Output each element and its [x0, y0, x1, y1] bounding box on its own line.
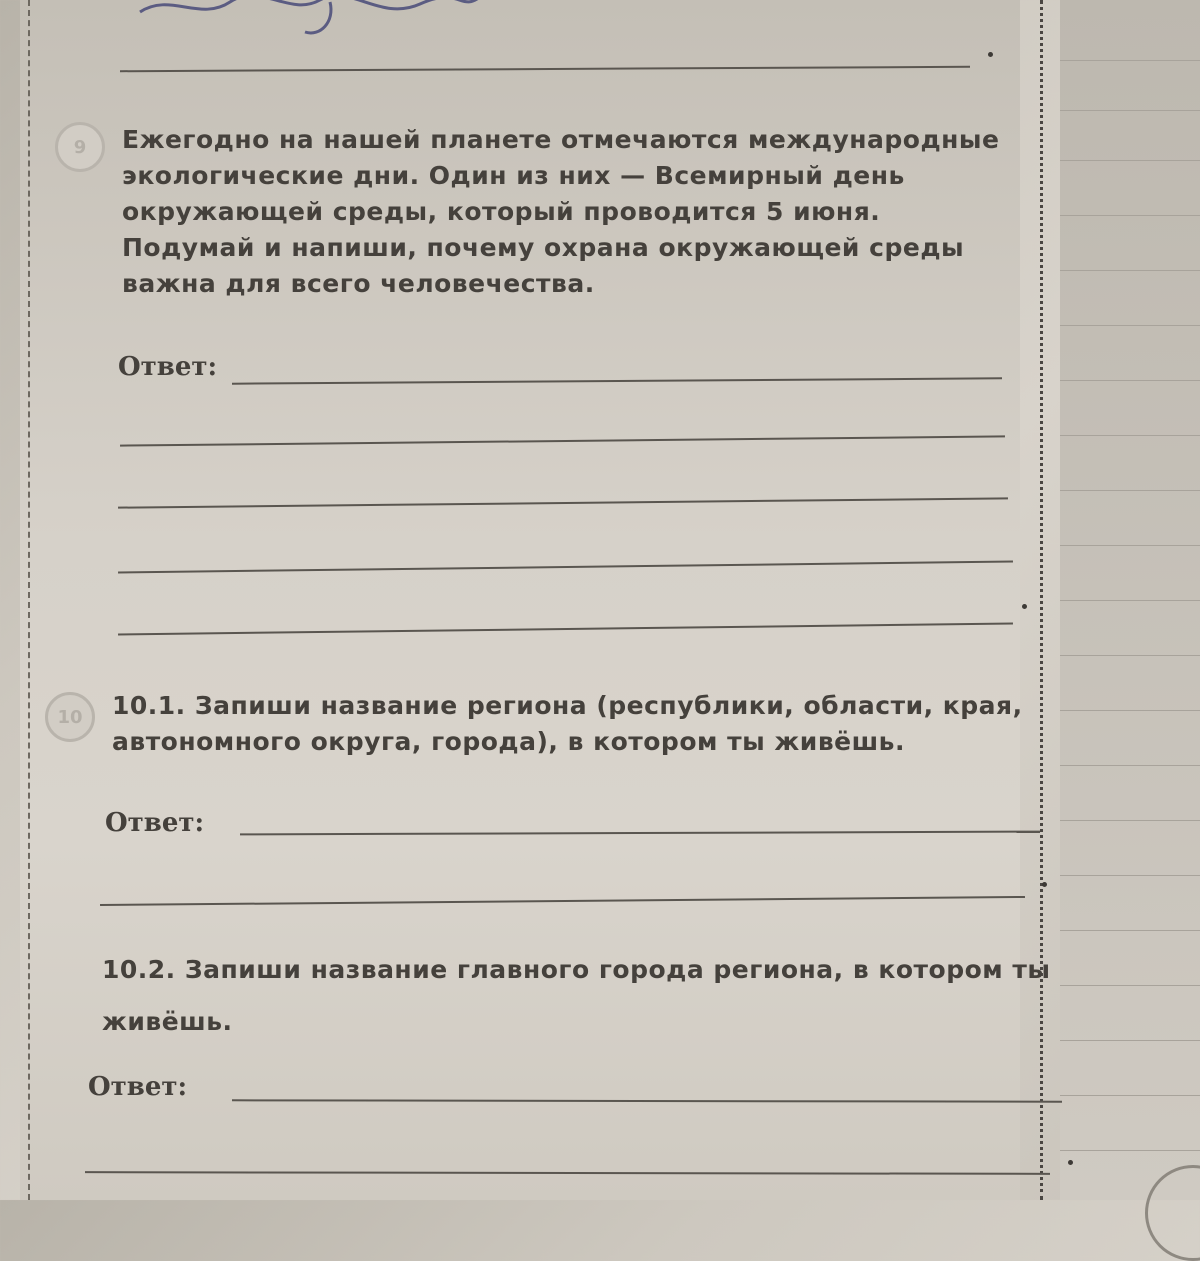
task-number: 9 — [73, 136, 87, 158]
ruled-line — [1060, 820, 1200, 821]
ruled-line — [1060, 1095, 1200, 1096]
adjacent-page — [1060, 0, 1200, 1200]
ruled-line — [1060, 215, 1200, 216]
ruled-line — [1060, 655, 1200, 656]
period-dot — [988, 52, 993, 57]
period-dot — [1022, 604, 1027, 609]
ruled-line — [1060, 600, 1200, 601]
ruled-line — [1060, 160, 1200, 161]
ruled-line — [1060, 490, 1200, 491]
ruled-line — [1060, 380, 1200, 381]
ruled-line — [1060, 875, 1200, 876]
ruled-line — [1060, 60, 1200, 61]
task-number: 10 — [57, 706, 83, 728]
ruled-line — [1060, 1040, 1200, 1041]
answer-label: Ответ: — [118, 352, 218, 382]
ruled-line — [1060, 270, 1200, 271]
ruled-line — [1060, 435, 1200, 436]
ruled-line — [1060, 765, 1200, 766]
ruled-line — [1060, 325, 1200, 326]
task-9-prompt: Ежегодно на нашей планете отмечаются международные экологические дни. Один из них — Всемирный день окружающей среды, который проводится 5 июня. Подумай и напиши, почему охрана окружающей среды важна для всего человечества. — [122, 125, 1000, 298]
task-10-1-prompt: 10.1. Запиши название региона (республики, области, края, автономного округа, города), в котором ты живёшь. — [112, 691, 1023, 756]
task-number-badge — [45, 692, 95, 742]
answer-label: Ответ: — [105, 808, 205, 838]
left-margin-dashed-line — [28, 0, 30, 1200]
ruled-line — [1060, 110, 1200, 111]
task-number-badge — [55, 122, 105, 172]
handwriting-remnant — [130, 0, 490, 42]
ruled-line — [1060, 930, 1200, 931]
ruled-line — [1060, 710, 1200, 711]
period-dot — [1068, 1160, 1073, 1165]
answer-label: Ответ: — [88, 1072, 188, 1102]
ruled-line — [1060, 545, 1200, 546]
ruled-line — [1060, 1150, 1200, 1151]
task-10-2-prompt: 10.2. Запиши название главного города региона, в котором ты живёшь. — [102, 955, 1051, 1036]
ruled-line — [1060, 985, 1200, 986]
period-dot — [1042, 882, 1047, 887]
